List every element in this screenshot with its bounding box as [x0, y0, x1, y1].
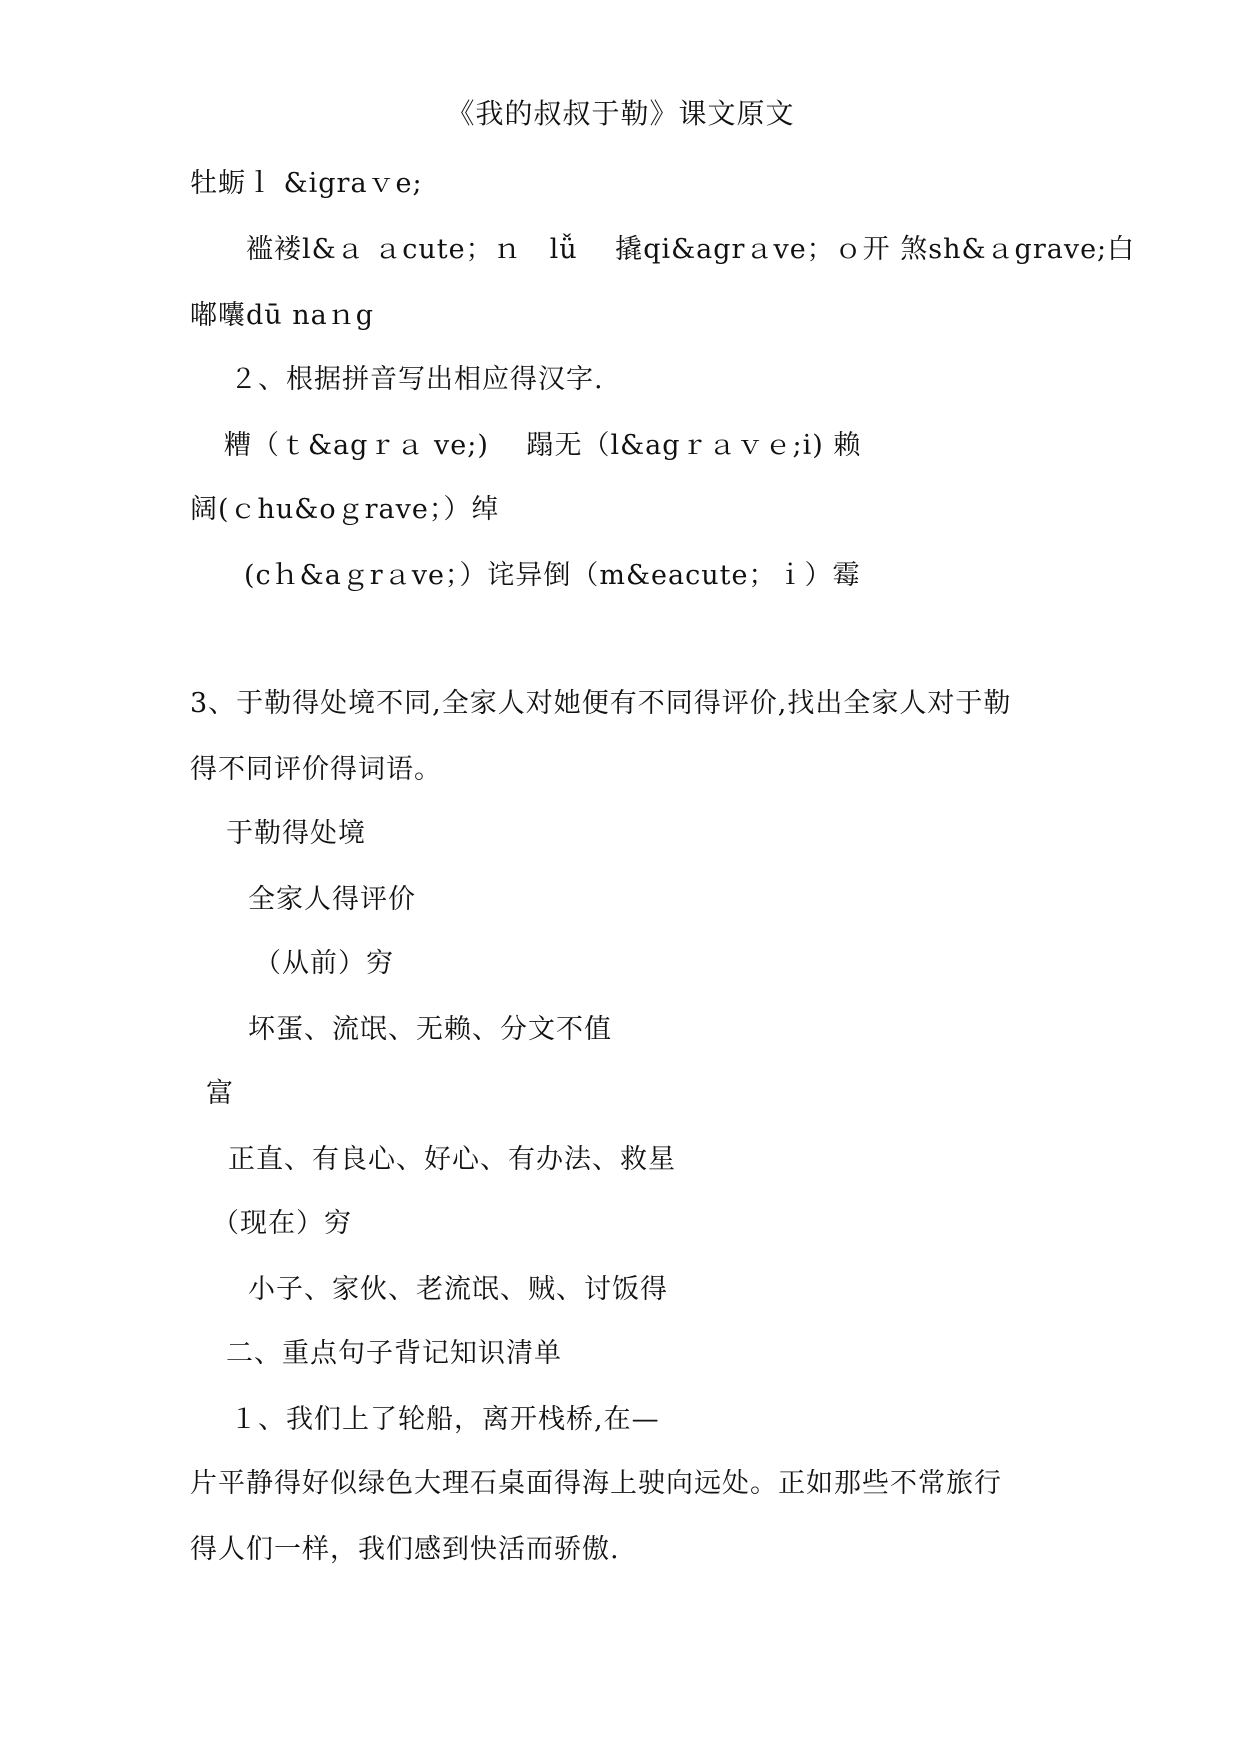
exercise-2-line-2: 阔(ｃhu&oｇrave；）绰: [190, 494, 500, 525]
table-header-situation: 于勒得处境: [226, 818, 366, 849]
table-header-evaluation: 全家人得评价: [248, 884, 416, 915]
vocab-line-2: 褴褛l&ａ ａcute；ｎ lǚ 撬qi&agrａve；ｏ开 煞sh&ａgrave;白: [246, 234, 1136, 265]
exercise-2-line-1: 糟（ｔ&agｒａ ve;) 蹋无（l&agｒａｖｅ;i) 赖: [224, 430, 862, 461]
sentence-1-line-2: 片平静得好似绿色大理石桌面得海上驶向远处。正如那些不常旅行: [190, 1468, 1002, 1499]
evaluation-before-poor: 坏蛋、流氓、无赖、分文不值: [248, 1014, 612, 1045]
section-2-heading: 二、重点句子背记知识清单: [226, 1338, 562, 1369]
sentence-1-line-1: １、我们上了轮船，离开栈桥,在—: [230, 1404, 660, 1435]
situation-now-poor: （现在）穷: [212, 1208, 352, 1239]
document-title: 《我的叔叔于勒》课文原文: [446, 97, 795, 130]
vocab-line-1: 牡蛎ｌ &igraｖe;: [190, 168, 423, 199]
exercise-2-heading: ２、根据拼音写出相应得汉字.: [230, 364, 604, 395]
situation-rich: 富: [206, 1078, 234, 1109]
exercise-2-line-3: (cｈ&aｇrａve；）诧异倒（m&eacute；ｉ）霉: [244, 560, 861, 591]
exercise-3-line-1: 3、于勒得处境不同,全家人对她便有不同得评价,找出全家人对于勒: [190, 688, 1012, 719]
evaluation-rich: 正直、有良心、好心、有办法、救星: [228, 1144, 676, 1175]
vocab-line-3: 嘟囔dū naｎg: [190, 300, 375, 331]
situation-before-poor: （从前）穷: [254, 948, 394, 979]
evaluation-now-poor: 小子、家伙、老流氓、贼、讨饭得: [248, 1274, 668, 1305]
sentence-1-line-3: 得人们一样，我们感到快活而骄傲.: [190, 1534, 620, 1565]
exercise-3-line-2: 得不同评价得词语。: [190, 754, 442, 785]
